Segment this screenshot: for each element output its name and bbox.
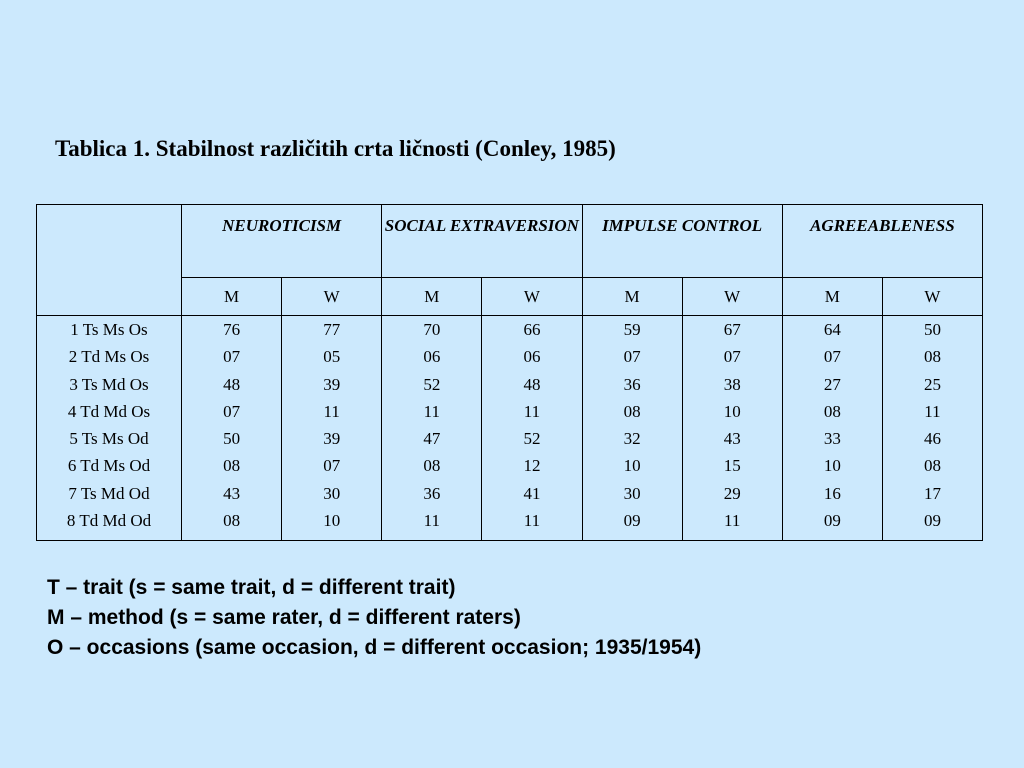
value: 07 <box>823 347 841 367</box>
row-label: 1 Ts Ms Os <box>70 320 148 339</box>
row-label: 8 Td Md Od <box>66 511 152 531</box>
legend-method: M – method (s = same rater, d = different raters) <box>47 606 521 629</box>
value: 76 <box>223 320 241 339</box>
value: 30 <box>623 483 641 503</box>
col-header-neuroticism: NEUROTICISM <box>182 205 382 278</box>
value: 64 <box>823 320 841 339</box>
value: 11 <box>423 401 440 421</box>
legend <box>47 573 701 663</box>
value: 10 <box>723 401 741 421</box>
sub-header: W <box>482 278 582 316</box>
table-body-row <box>37 316 983 541</box>
data-column-cell <box>782 316 882 541</box>
value: 41 <box>523 483 541 503</box>
stability-table <box>36 204 983 541</box>
sub-header: M <box>182 278 282 316</box>
legend-trait: T – trait (s = same trait, d = different trait) <box>47 576 456 599</box>
value: 08 <box>923 456 941 476</box>
value: 30 <box>323 483 341 503</box>
value: 16 <box>823 483 841 503</box>
value: 08 <box>423 456 441 476</box>
value: 43 <box>723 429 741 449</box>
value: 07 <box>323 456 341 476</box>
value: 11 <box>523 401 541 421</box>
value: 07 <box>223 347 241 367</box>
col-header-social-extraversion: SOCIAL EXTRAVERSION <box>382 205 582 278</box>
value: 36 <box>623 374 641 394</box>
data-column-cell <box>482 316 582 541</box>
value: 07 <box>223 401 241 421</box>
value: 52 <box>423 374 441 394</box>
value: 09 <box>823 511 841 531</box>
value: 17 <box>923 483 941 503</box>
value: 08 <box>923 347 941 367</box>
value: 52 <box>523 429 541 449</box>
value: 10 <box>623 456 641 476</box>
value: 10 <box>323 511 341 531</box>
value: 39 <box>323 429 341 449</box>
value: 38 <box>723 374 741 394</box>
value: 46 <box>923 429 941 449</box>
value: 08 <box>823 401 841 421</box>
sub-header: M <box>782 278 882 316</box>
sub-header: W <box>282 278 382 316</box>
data-column-cell <box>682 316 782 541</box>
value: 36 <box>423 483 441 503</box>
row-label: 3 Ts Md Os <box>69 374 149 394</box>
value: 06 <box>423 347 441 367</box>
value: 32 <box>623 429 641 449</box>
value: 33 <box>823 429 841 449</box>
value: 48 <box>223 374 241 394</box>
value: 48 <box>523 374 541 394</box>
value: 25 <box>923 374 941 394</box>
value: 11 <box>523 511 541 531</box>
row-label: 4 Td Md Os <box>67 401 151 421</box>
value: 59 <box>623 320 641 339</box>
value: 66 <box>523 320 541 339</box>
value: 11 <box>924 401 941 421</box>
row-labels-cell <box>37 316 182 541</box>
value: 11 <box>724 511 741 531</box>
value: 09 <box>623 511 641 531</box>
value: 50 <box>223 429 241 449</box>
value: 08 <box>223 456 241 476</box>
sub-header: M <box>582 278 682 316</box>
data-column-cell <box>282 316 382 541</box>
value: 10 <box>823 456 841 476</box>
value: 07 <box>623 347 641 367</box>
value: 70 <box>423 320 441 339</box>
row-label: 2 Td Ms Os <box>68 347 150 367</box>
data-column-cell <box>582 316 682 541</box>
row-label: 7 Ts Md Od <box>68 483 150 503</box>
table-title: Tablica 1. Stabilnost različitih crta ličnosti (Conley, 1985) <box>55 136 616 161</box>
value: 77 <box>323 320 341 339</box>
row-label: 5 Ts Ms Od <box>69 429 149 449</box>
value: 47 <box>423 429 441 449</box>
data-column-cell <box>882 316 982 541</box>
value: 06 <box>523 347 541 367</box>
value: 11 <box>323 401 340 421</box>
value: 27 <box>823 374 841 394</box>
sub-header: M <box>382 278 482 316</box>
legend-occasions: O – occasions (same occasion, d = different occasion; 1935/1954) <box>47 636 702 659</box>
data-column-cell <box>382 316 482 541</box>
value: 11 <box>423 511 440 531</box>
value: 12 <box>523 456 541 476</box>
value: 67 <box>723 320 741 339</box>
corner-cell <box>37 205 182 316</box>
value: 08 <box>223 511 241 531</box>
value: 08 <box>623 401 641 421</box>
col-header-impulse-control: IMPULSE CONTROL <box>582 205 782 278</box>
value: 43 <box>223 483 241 503</box>
value: 05 <box>323 347 341 367</box>
sub-header: W <box>882 278 982 316</box>
value: 29 <box>723 483 741 503</box>
row-label: 6 Td Ms Od <box>67 456 151 476</box>
value: 07 <box>723 347 741 367</box>
col-header-agreeableness: AGREEABLENESS <box>782 205 982 278</box>
value: 39 <box>323 374 341 394</box>
value: 09 <box>923 511 941 531</box>
data-column-cell <box>182 316 282 541</box>
value: 15 <box>723 456 741 476</box>
value: 50 <box>923 320 941 339</box>
sub-header: W <box>682 278 782 316</box>
